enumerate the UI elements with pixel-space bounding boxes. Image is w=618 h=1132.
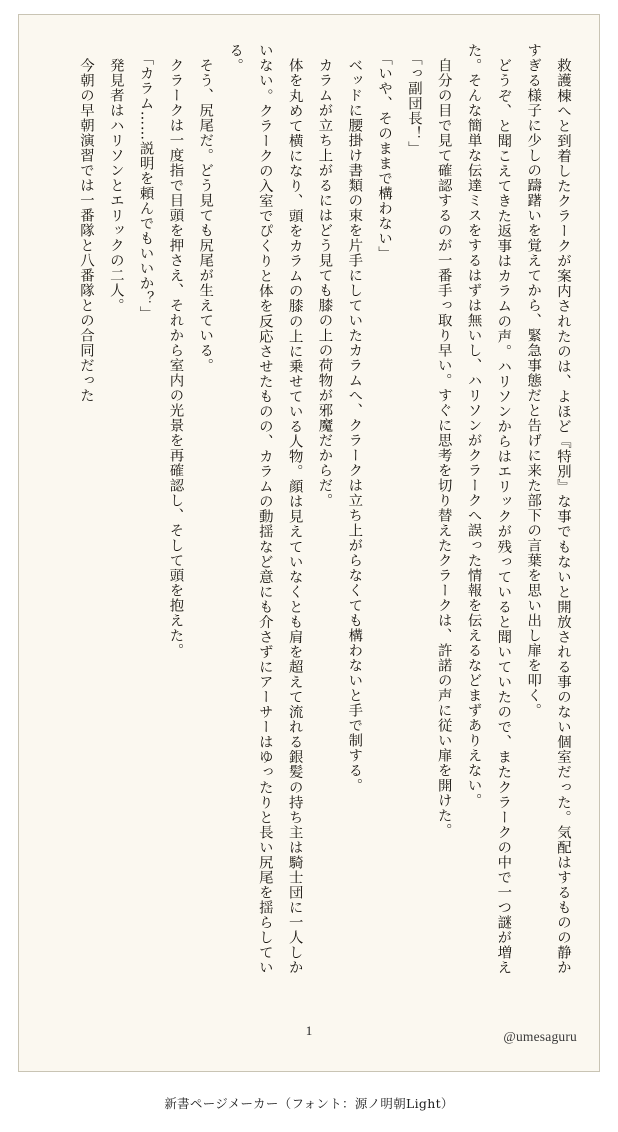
paragraph: 今朝の早朝演習では一番隊と八番隊との合同だった — [78, 43, 94, 403]
paragraph: 体を丸めて横になり、頭をカラムの膝の上に乗せている人物。顔は見えていなくとも肩を超えて流れる銀髪の持ち主は騎士団に一人しかいない。クラークの入室でぴくりと体を反応させたものの、カラムの動揺など意にも介さずにアーサーはゆったりと長い尻尾を揺らしている。 — [227, 43, 303, 975]
page-number: 1 — [305, 1023, 313, 1038]
paragraph: そう、尻尾だ。どう見ても尻尾が生えている。 — [197, 43, 214, 373]
paragraph: 自分の目で見て確認するのが一番手っ取り早い。すぐに思考を切り替えたクラークは、許諾の声に従い扉を開けた。 — [435, 43, 452, 838]
paragraph: クラークは一度指で目頭を押さえ、それから室内の光景を再確認し、そして頭を抱えた。 — [167, 43, 184, 658]
paragraph: 「いや、そのままで構わない」 — [376, 43, 393, 261]
author-handle: @umesaguru — [503, 1029, 577, 1044]
paragraph: カラムが立ち上がるにはどう見ても膝の上の荷物が邪魔だからだ。 — [316, 43, 333, 508]
generator-caption: 新書ページメーカー（フォント：源ノ明朝Light） — [164, 1096, 454, 1111]
paragraph: 「カラム……説明を頼んでもいいか？」 — [137, 43, 154, 321]
paragraph: 発見者はハリソンとエリックの二人。 — [107, 43, 124, 313]
paragraph: 「っ副団長！」 — [405, 43, 422, 156]
novel-page — [18, 14, 600, 1072]
paragraph: ベッドに腰掛け書類の束を片手にしていたカラムへ、クラークは立ち上がらなくても構わないと手で制する。 — [346, 43, 363, 793]
paragraph: 救護棟へと到着したクラークが案内されたのは、よほど『特別』な事でもないと開放される事のない個室だった。気配はするものの静かすぎる様子に少しの躊躇いを覚えてから、緊急事態だと告げに来た部下の言葉を思い出し扉を叩く。 — [525, 43, 571, 975]
paragraph: どうぞ、と聞こえてきた返事はカラムの声。ハリソンからはエリックが残っていると聞いていたので、またクラークの中で一つ謎が増えた。そんな簡単な伝達ミスをするはずは無いし、ハリソンがクラークへ誤った情報を伝えるなどまずありえない。 — [465, 43, 512, 975]
vertical-text-body — [41, 43, 577, 975]
